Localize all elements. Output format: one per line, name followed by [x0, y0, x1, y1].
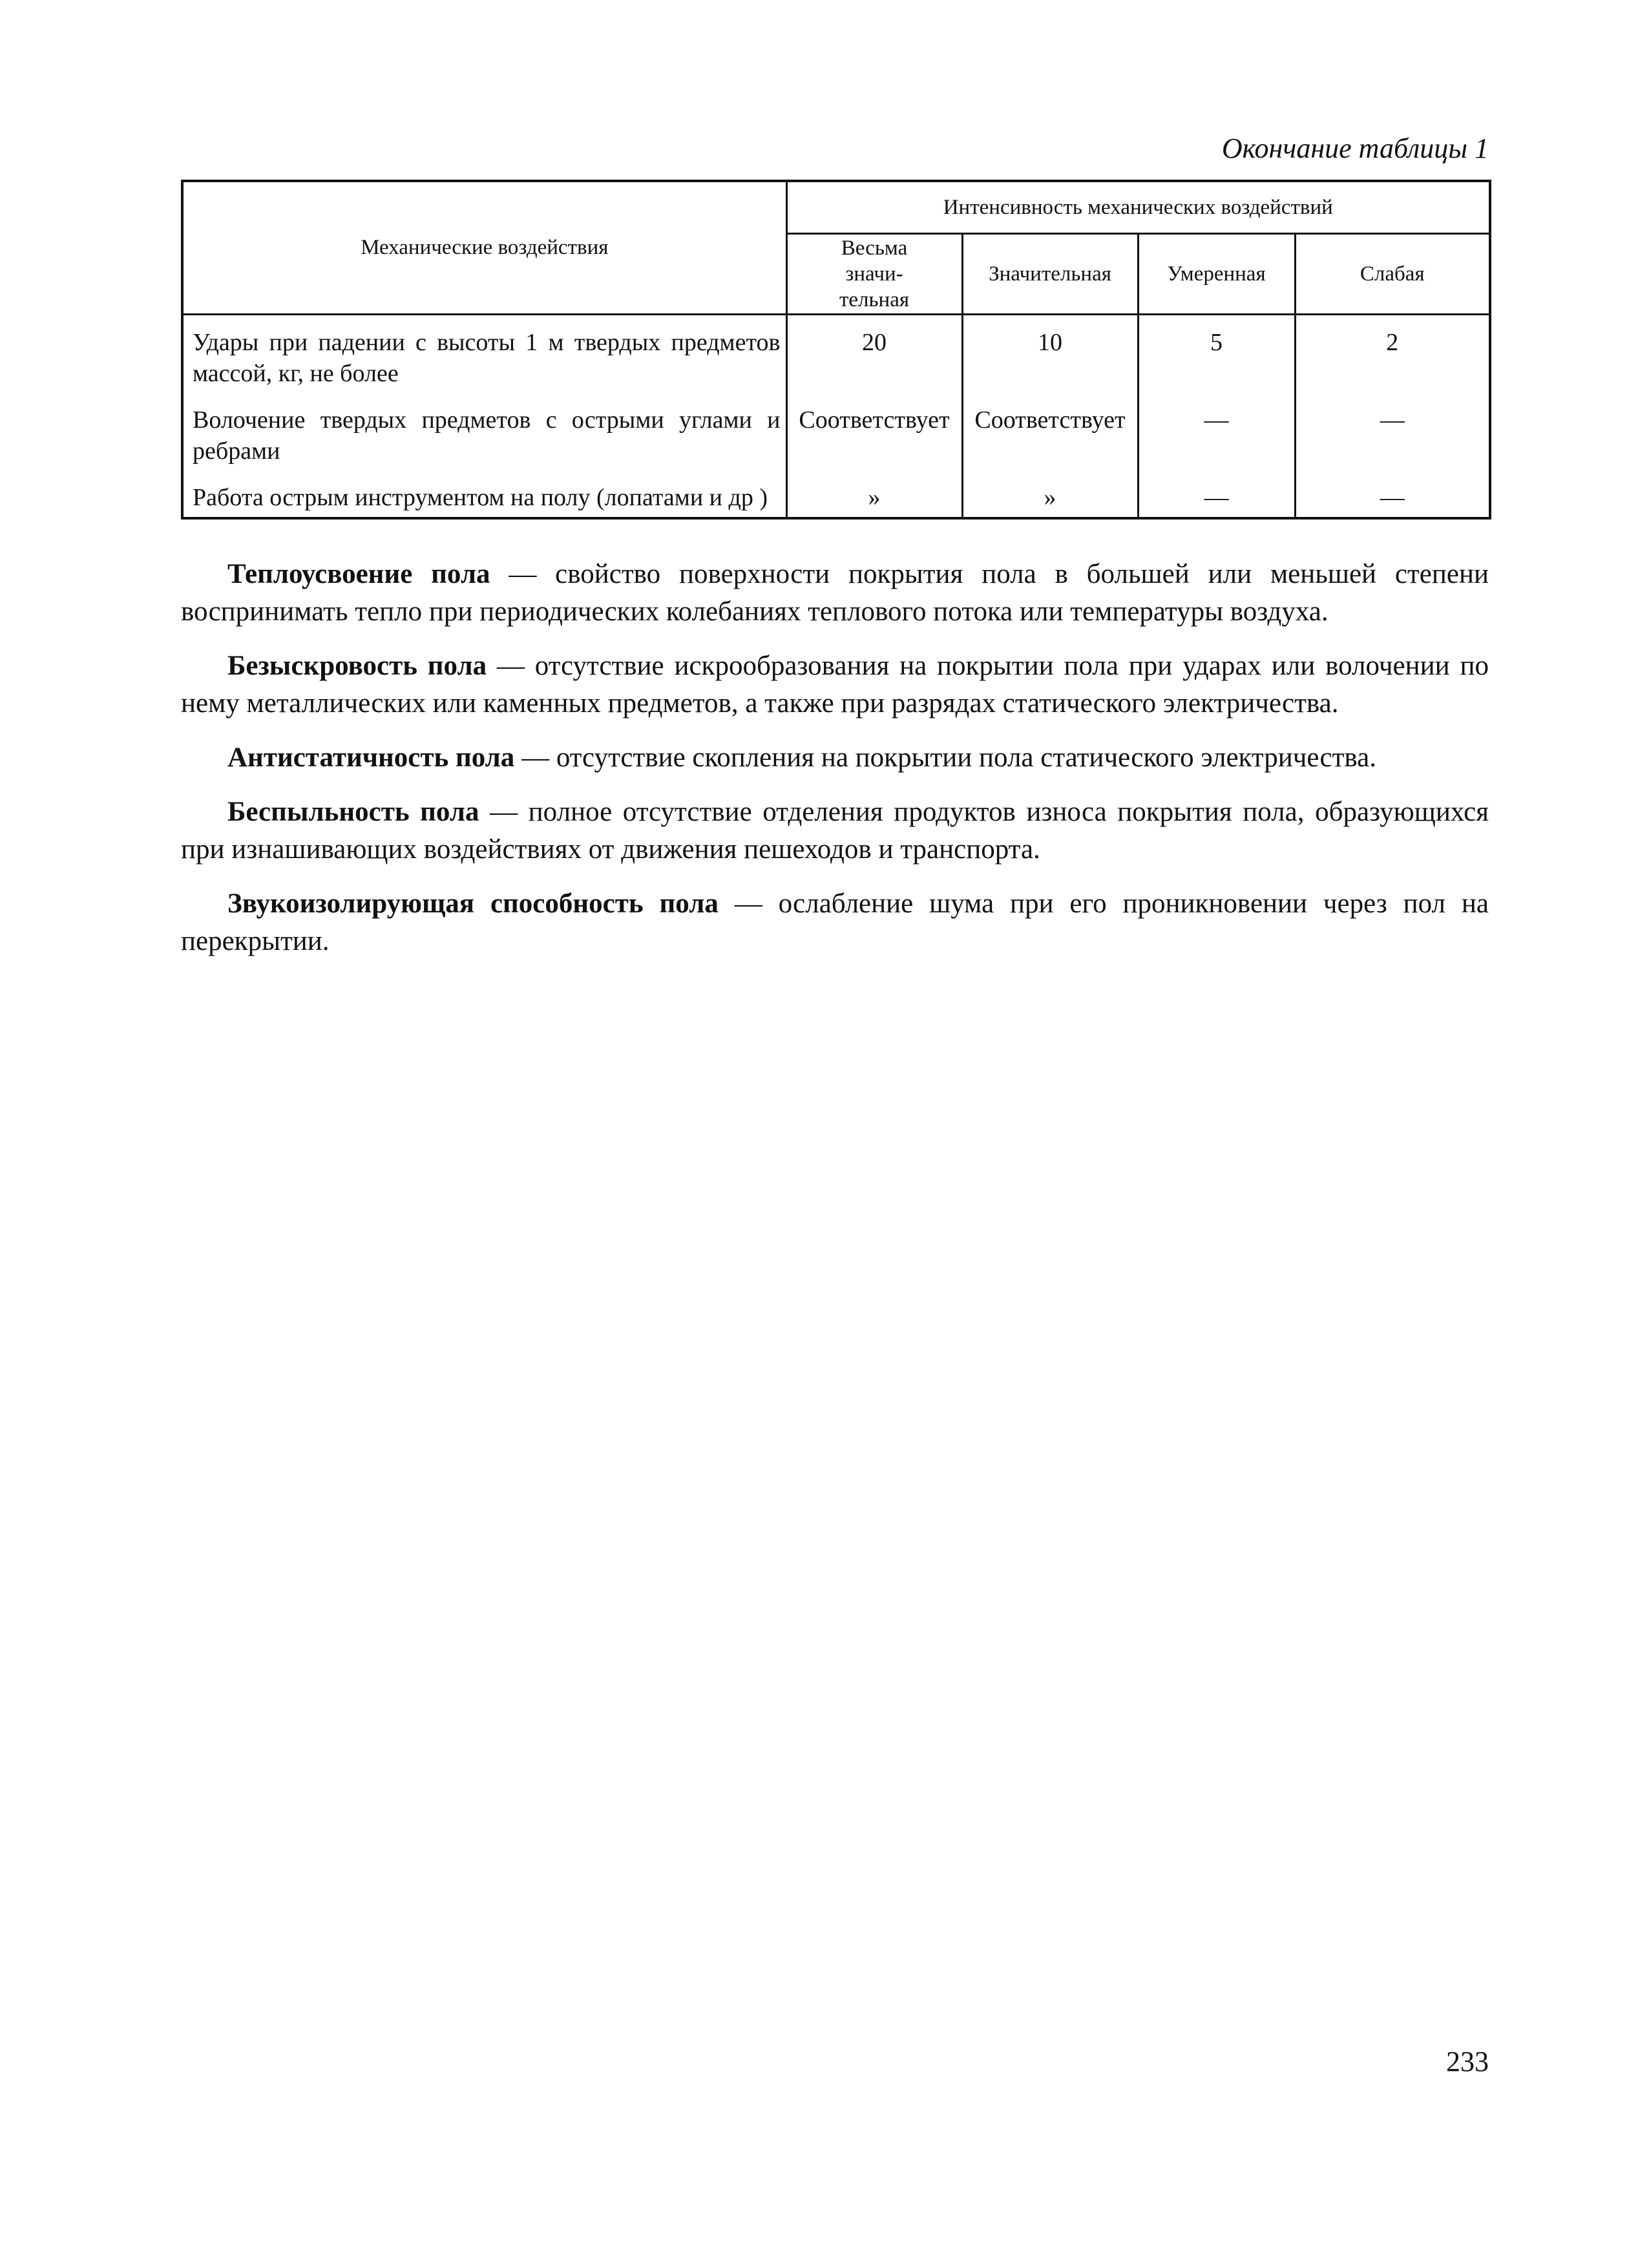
table-caption: Окончание таблицы 1 — [1221, 132, 1489, 164]
definition-body: — полное отсутствие отделения продуктов износа покрытия пола, образующихся при изнашивающих воздействиях от движения пешеходов и транспорта. — [181, 797, 1489, 865]
table-row — [182, 470, 1490, 518]
row-name: Волочение твердых предметов с острыми углами и ребрами — [193, 406, 781, 465]
definition-term: Беспыльность пола — [227, 797, 479, 827]
row-name: Удары при падении с высоты 1 м твердых предметов массой, кг, не более — [193, 329, 781, 387]
row-value: » — [786, 470, 962, 518]
definition-paragraph — [181, 793, 1489, 868]
row-value: 2 — [1295, 315, 1490, 394]
definitions-text — [181, 556, 1489, 977]
definition-body: — ослабление шума при его проникновении через пол на перекрытии. — [181, 888, 1489, 956]
definition-term: Теплоусвоение пола — [227, 559, 490, 589]
definition-body: — отсутствие искрообразования на покрытии пола при ударах или волочении по нему металлических или каменных предметов, а также при разрядах статического электричества. — [181, 651, 1489, 719]
row-value: 5 — [1138, 315, 1295, 394]
row-value: — — [1138, 470, 1295, 518]
row-value: 20 — [786, 315, 962, 394]
definition-paragraph — [181, 739, 1489, 777]
row-value: — — [1295, 393, 1490, 470]
page-number: 233 — [1446, 2046, 1489, 2077]
definition-paragraph — [181, 885, 1489, 960]
mechanical-impacts-table — [181, 180, 1491, 520]
header-mechanical-impacts: Механические воздействия — [182, 181, 786, 315]
definition-body: — отсутствие скопления на покрытии пола статического электричества. — [514, 742, 1376, 773]
row-value: Соответствует — [962, 393, 1138, 470]
table-header-row-1 — [182, 181, 1490, 234]
row-value: » — [962, 470, 1138, 518]
header-very-significant-label: Весьма значи-тельная — [839, 236, 910, 311]
header-very-significant — [786, 234, 962, 315]
table-row — [182, 315, 1490, 394]
definition-term: Безыскровость пола — [227, 651, 487, 681]
definition-paragraph — [181, 647, 1489, 722]
row-value: — — [1295, 470, 1490, 518]
header-weak: Слабая — [1295, 234, 1490, 315]
header-moderate: Умеренная — [1138, 234, 1295, 315]
definition-term: Антистатичность пола — [227, 742, 515, 773]
row-value: — — [1138, 393, 1295, 470]
definition-body: — свойство поверхности покрытия пола в большей или меньшей степени воспринимать тепло при периодических колебаниях теплового потока или температуры воздуха. — [181, 559, 1489, 627]
definition-paragraph — [181, 556, 1489, 631]
row-value: 10 — [962, 315, 1138, 394]
row-value: Соответствует — [786, 393, 962, 470]
definition-term: Звукоизолирующая способность пола — [227, 888, 719, 919]
header-intensity-group: Интенсивность механических воздействий — [786, 181, 1490, 234]
row-name: Работа острым инструментом на полу (лопатами и др ) — [193, 484, 768, 511]
table-row — [182, 393, 1490, 470]
header-significant: Значительная — [962, 234, 1138, 315]
